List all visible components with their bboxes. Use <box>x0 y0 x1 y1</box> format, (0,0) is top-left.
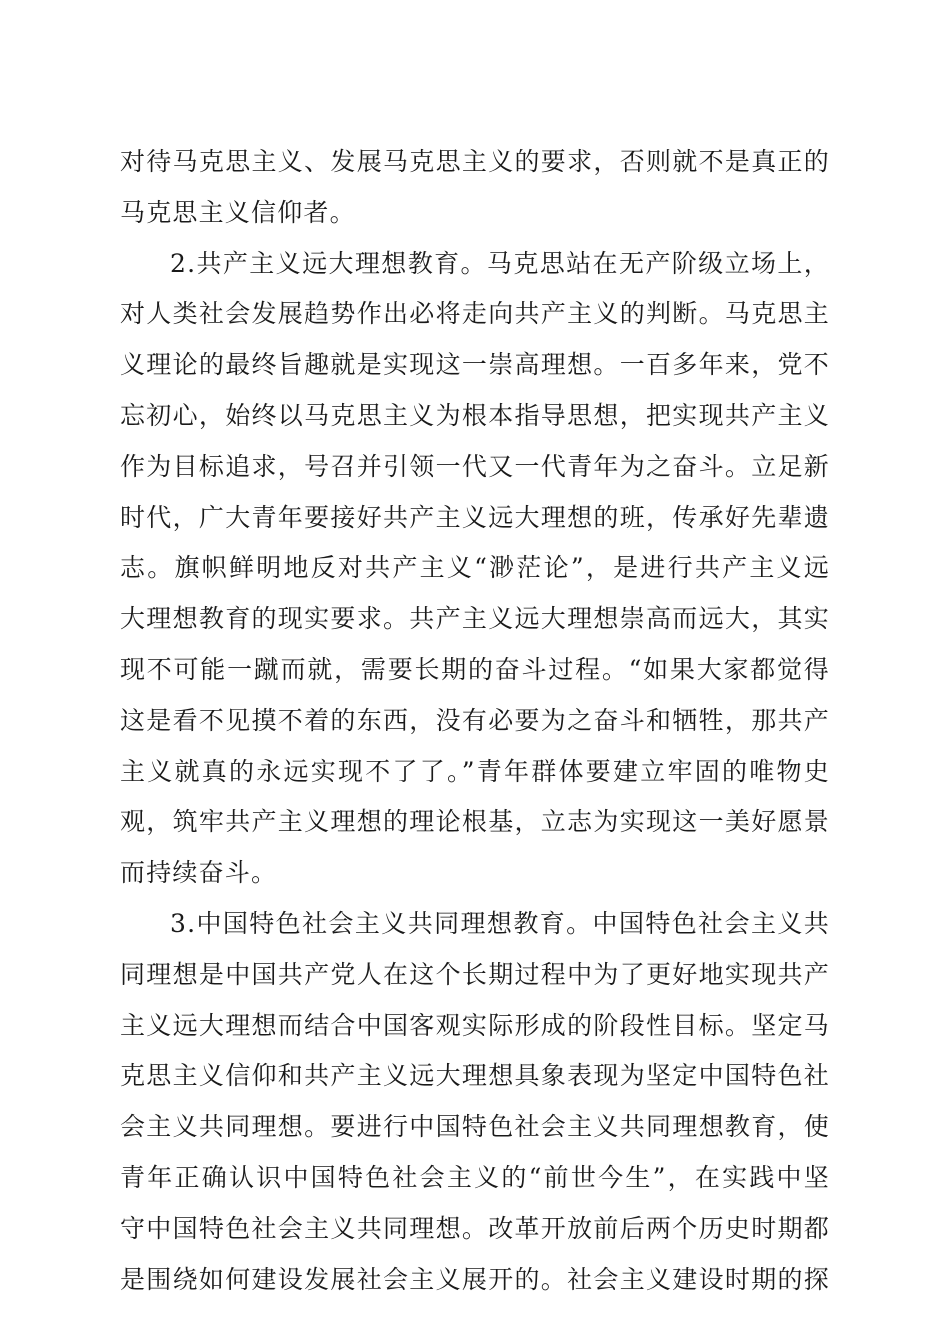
text-line: 这是看不见摸不着的东西，没有必要为之奋斗和牺牲，那共产 <box>120 705 830 735</box>
paragraph-continuation <box>120 137 830 239</box>
text-line: 青年正确认识中国特色社会主义的“前世今生”，在实践中坚 <box>120 1162 830 1192</box>
text-line: 马克思主义信仰者。 <box>120 197 356 227</box>
text-line: 会主义共同理想。要进行中国特色社会主义共同理想教育，使 <box>120 1112 830 1142</box>
text-line: 时代，广大青年要接好共产主义远大理想的班，传承好先辈遗 <box>120 502 830 532</box>
text-line: 作为目标追求，号召并引领一代又一代青年为之奋斗。立足新 <box>120 451 830 481</box>
text-line: 志。旗帜鲜明地反对共产主义“渺茫论”，是进行共产主义远 <box>120 553 830 583</box>
text-line: 克思主义信仰和共产主义远大理想具象表现为坚定中国特色社 <box>120 1061 830 1091</box>
text-line: 2.共产主义远大理想教育。马克思站在无产阶级立场上， <box>170 248 830 278</box>
text-line: 同理想是中国共产党人在这个长期过程中为了更好地实现共产 <box>120 959 830 989</box>
text-line: 观，筑牢共产主义理想的理论根基，立志为实现这一美好愿景 <box>120 807 830 837</box>
text-line: 而持续奋斗。 <box>120 858 278 888</box>
text-line: 3.中国特色社会主义共同理想教育。中国特色社会主义共 <box>170 908 830 938</box>
text-line: 对待马克思主义、发展马克思主义的要求，否则就不是真正的 <box>120 147 830 176</box>
body-text <box>120 137 830 1305</box>
text-line: 义理论的最终旨趣就是实现这一崇高理想。一百多年来，党不 <box>120 350 830 380</box>
text-line: 现不可能一蹴而就，需要长期的奋斗过程。“如果大家都觉得 <box>120 654 830 684</box>
text-line: 忘初心，始终以马克思主义为根本指导思想，把实现共产主义 <box>120 400 830 430</box>
text-line: 是围绕如何建设发展社会主义展开的。社会主义建设时期的探 <box>120 1264 830 1294</box>
text-line: 守中国特色社会主义共同理想。改革开放前后两个历史时期都 <box>120 1213 830 1243</box>
text-line: 大理想教育的现实要求。共产主义远大理想崇高而远大，其实 <box>120 604 830 634</box>
paragraph-socialism-ideal <box>120 899 830 1305</box>
text-line: 对人类社会发展趋势作出必将走向共产主义的判断。马克思主 <box>120 299 830 329</box>
paragraph-communism-ideal <box>120 239 830 899</box>
text-line: 主义远大理想而结合中国客观实际形成的阶段性目标。坚定马 <box>120 1010 830 1040</box>
text-line: 主义就真的永远实现不了了。”青年群体要建立牢固的唯物史 <box>120 756 830 786</box>
